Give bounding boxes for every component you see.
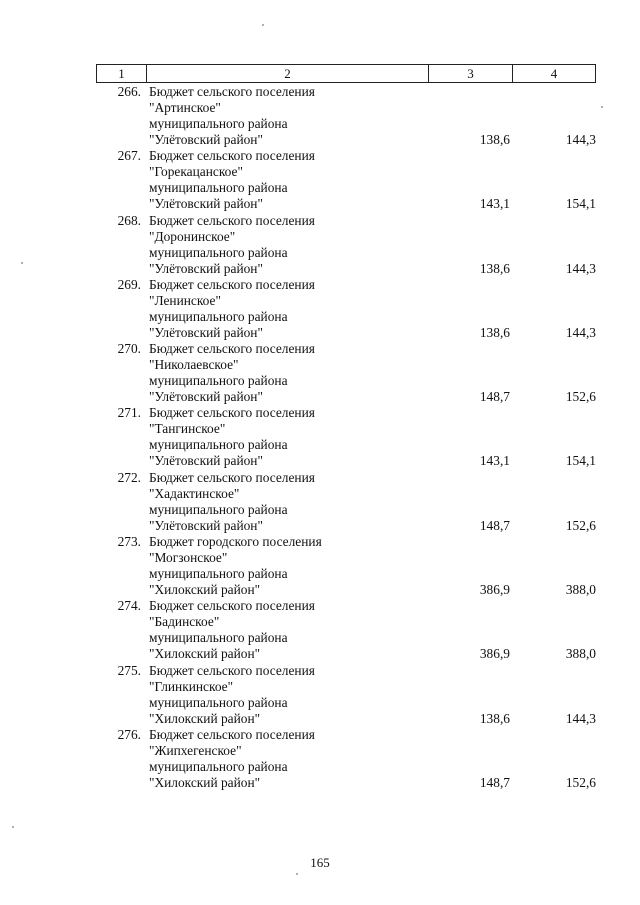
table-body xyxy=(96,84,596,791)
table-row xyxy=(96,534,596,598)
column-header-3: 3 xyxy=(429,65,513,82)
value-column-4: 144,3 xyxy=(565,260,596,276)
description-line: муниципального района xyxy=(149,501,288,517)
table-row xyxy=(96,213,596,277)
row-description xyxy=(149,727,429,791)
value-column-3: 148,7 xyxy=(479,517,510,533)
description-line: "Горекацанское" xyxy=(149,164,243,180)
description-line: муниципального района xyxy=(149,437,288,453)
row-description xyxy=(149,534,429,598)
column-header-2: 2 xyxy=(147,65,429,82)
page-number: 165 xyxy=(310,855,330,870)
description-line: "Улётовский район" xyxy=(149,196,263,212)
value-column-4: 388,0 xyxy=(565,582,596,598)
table-row xyxy=(96,277,596,341)
description-line: Бюджет сельского поселения xyxy=(149,598,315,614)
description-line: "Улётовский район" xyxy=(149,389,263,405)
row-description xyxy=(149,598,429,662)
description-line: "Хилокский район" xyxy=(149,582,261,598)
description-line: "Жипхегенское" xyxy=(149,742,242,758)
table-row xyxy=(96,84,596,148)
row-number: 266. xyxy=(117,84,141,99)
value-column-3: 386,9 xyxy=(479,582,510,598)
value-column-4: 144,3 xyxy=(565,132,596,147)
description-line: "Глинкинское" xyxy=(149,678,234,694)
row-number: 269. xyxy=(117,276,141,292)
value-column-4: 154,1 xyxy=(565,196,596,212)
value-column-4: 152,6 xyxy=(565,774,596,790)
table-row xyxy=(96,470,596,534)
description-line: Бюджет сельского поселения xyxy=(149,469,315,485)
description-line: "Хилокский район" xyxy=(149,774,261,790)
value-column-4: 388,0 xyxy=(565,646,596,662)
description-line: "Доронинское" xyxy=(149,228,236,244)
description-line: "Улётовский район" xyxy=(149,517,263,533)
description-line: муниципального района xyxy=(149,373,288,389)
table-row xyxy=(96,663,596,727)
row-description xyxy=(149,148,429,212)
description-line: Бюджет сельского поселения xyxy=(149,148,315,164)
value-column-4: 152,6 xyxy=(565,517,596,533)
description-line: муниципального района xyxy=(149,244,288,260)
description-line: муниципального района xyxy=(149,630,288,646)
row-number: 275. xyxy=(117,662,141,678)
description-line: "Улётовский район" xyxy=(149,132,263,147)
description-line: муниципального района xyxy=(149,758,288,774)
table-header-row xyxy=(96,64,596,83)
description-line: "Хадактинское" xyxy=(149,485,240,501)
row-number: 276. xyxy=(117,726,141,742)
description-line: "Улётовский район" xyxy=(149,453,263,469)
row-description xyxy=(149,405,429,469)
description-line: Бюджет сельского поселения xyxy=(149,84,315,99)
row-description xyxy=(149,663,429,727)
value-column-3: 386,9 xyxy=(479,646,510,662)
description-line: муниципального района xyxy=(149,694,288,710)
description-line: "Бадинское" xyxy=(149,614,220,630)
description-line: "Могзонское" xyxy=(149,550,228,566)
value-column-3: 138,6 xyxy=(479,710,510,726)
description-line: муниципального района xyxy=(149,308,288,324)
table-row xyxy=(96,598,596,662)
description-line: "Ленинское" xyxy=(149,292,221,308)
value-column-3: 143,1 xyxy=(479,453,510,469)
value-column-3: 138,6 xyxy=(479,324,510,340)
row-description xyxy=(149,84,429,148)
description-line: Бюджет городского поселения xyxy=(149,534,322,550)
value-column-4: 144,3 xyxy=(565,710,596,726)
scan-speck xyxy=(601,106,603,108)
value-column-3: 148,7 xyxy=(479,774,510,790)
row-number: 273. xyxy=(117,534,141,550)
row-description xyxy=(149,341,429,405)
row-number: 272. xyxy=(117,469,141,485)
row-number: 267. xyxy=(117,148,141,164)
value-column-3: 138,6 xyxy=(479,132,510,147)
description-line: "Хилокский район" xyxy=(149,646,261,662)
column-header-4: 4 xyxy=(550,66,558,81)
value-column-3: 148,7 xyxy=(479,389,510,405)
value-column-4: 152,6 xyxy=(565,389,596,405)
value-column-3: 143,1 xyxy=(479,196,510,212)
row-number: 270. xyxy=(117,341,141,357)
table-row xyxy=(96,405,596,469)
value-column-4: 154,1 xyxy=(565,453,596,469)
description-line: "Николаевское" xyxy=(149,357,239,373)
description-line: муниципального района xyxy=(149,566,288,582)
description-line: "Артинское" xyxy=(149,100,221,115)
scan-speck xyxy=(21,262,23,264)
scan-speck xyxy=(12,826,14,828)
row-number: 268. xyxy=(117,212,141,228)
table-row xyxy=(96,148,596,212)
description-line: Бюджет сельского поселения xyxy=(149,405,315,421)
row-number: 274. xyxy=(117,598,141,614)
description-line: Бюджет сельского поселения xyxy=(149,276,315,292)
description-line: "Тангинское" xyxy=(149,421,226,437)
value-column-4: 144,3 xyxy=(565,324,596,340)
description-line: Бюджет сельского поселения xyxy=(149,726,315,742)
description-line: муниципального района xyxy=(149,116,288,131)
description-line: "Хилокский район" xyxy=(149,710,261,726)
description-line: "Улётовский район" xyxy=(149,260,263,276)
description-line: муниципального района xyxy=(149,180,288,196)
description-line: Бюджет сельского поселения xyxy=(149,212,315,228)
description-line: "Улётовский район" xyxy=(149,324,263,340)
scan-speck xyxy=(262,24,264,26)
description-line: Бюджет сельского поселения xyxy=(149,662,315,678)
value-column-3: 138,6 xyxy=(479,260,510,276)
description-line: Бюджет сельского поселения xyxy=(149,341,315,357)
row-number: 271. xyxy=(117,405,141,421)
scan-speck xyxy=(296,873,298,875)
row-description xyxy=(149,470,429,534)
row-description xyxy=(149,213,429,277)
row-description xyxy=(149,277,429,341)
table-row xyxy=(96,727,596,791)
table-row xyxy=(96,341,596,405)
column-header-1: 1 xyxy=(97,65,147,82)
